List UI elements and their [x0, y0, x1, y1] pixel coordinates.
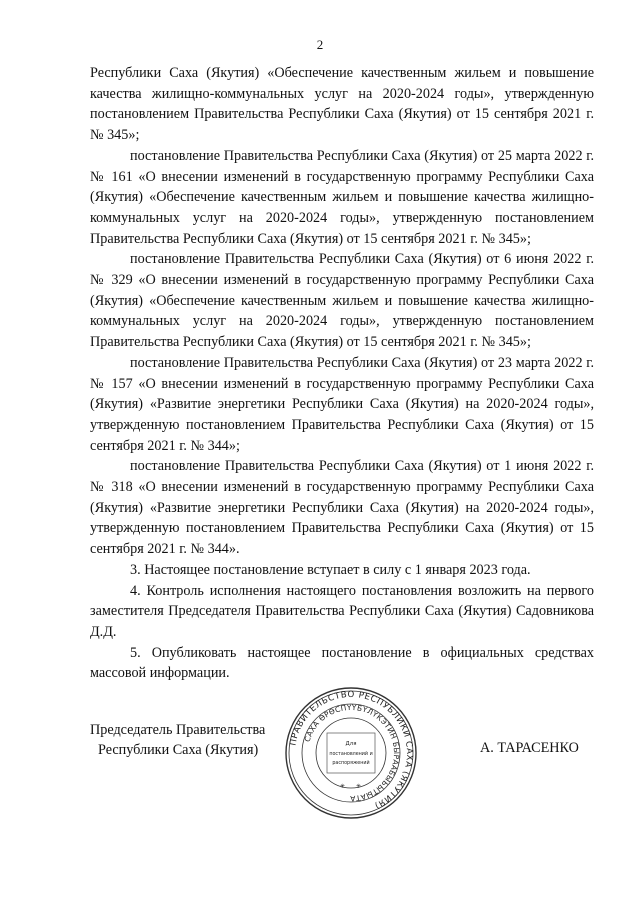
- document-body: [90, 63, 594, 684]
- paragraph: Республики Саха (Якутия) «Обеспечение качественным жильем и повышение качества жилищно-коммунальных услуг на 2020-2024 годы», утвержденную постановлением Правительства Республики Саха (Якутия) от 15 сентября 2021 г. № 345»;: [90, 65, 594, 144]
- paragraph: 5. Опубликовать настоящее постановление в официальных средствах массовой информации.: [90, 644, 594, 682]
- paragraph: постановление Правительства Республики Саха (Якутия) от 6 июня 2022 г. № 329 «О внесении изменений в государственную программу Республики Саха (Якутия) «Обеспечение качественным жильем и повышение качества жилищно-коммунальных услуг на 2020-2024 годы», утвержденную постановлением Правительства Республики Саха (Якутия) от 15 сентября 2021 г. № 345»;: [90, 251, 594, 351]
- svg-text:✳: ✳: [356, 784, 362, 790]
- paragraph: 4. Контроль исполнения настоящего постановления возложить на первого заместителя Председателя Правительства Республики Саха (Якутия) Садовникова Д.Д.: [90, 582, 594, 640]
- seal-stamp-icon: [283, 685, 419, 821]
- signatory-name: А. ТАРАСЕНКО: [480, 740, 579, 756]
- signatory-title: [90, 720, 290, 760]
- paragraph: постановление Правительства Республики Саха (Якутия) от 1 июня 2022 г. № 318 «О внесении изменений в государственную программу Республики Саха (Якутия) «Развитие энергетики Республики Саха (Якутия) на 2020-2024 годы», утвержденную постановлением Правительства Республики Саха (Якутия) от 15 сентября 2021 г. № 344».: [90, 458, 594, 558]
- svg-text:Для: Для: [345, 741, 357, 747]
- signatory-title-line: Республики Саха (Якутия): [98, 742, 259, 758]
- svg-text:постановлений и: постановлений и: [329, 752, 373, 757]
- paragraph: постановление Правительства Республики Саха (Якутия) от 25 марта 2022 г. № 161 «О внесении изменений в государственную программу Республики Саха (Якутия) «Обеспечение качественным жильем и повышение качества жилищно-коммунальных услуг на 2020-2024 годы», утвержденную постановлением Правительства Республики Саха (Якутия) от 15 сентября 2021 г. № 345»;: [90, 147, 594, 247]
- svg-text:распоряжений: распоряжений: [332, 761, 370, 766]
- page-number: 2: [316, 37, 324, 52]
- signatory-title-line: Председатель Правительства: [90, 722, 266, 738]
- official-seal: [283, 685, 419, 821]
- svg-text:✳: ✳: [340, 784, 346, 790]
- paragraph: 3. Настоящее постановление вступает в силу с 1 января 2023 года.: [130, 561, 531, 578]
- paragraph: постановление Правительства Республики Саха (Якутия) от 23 марта 2022 г. № 157 «О внесении изменений в государственную программу Республики Саха (Якутия) «Развитие энергетики Республики Саха (Якутия) на 2020-2024 годы», утвержденную постановлением Правительства Республики Саха (Якутия) от 15 сентября 2021 г. № 344»;: [90, 354, 594, 454]
- svg-text:САХА ӨРӨСПҮҮБҮЛҮКЭТИН БЫРААБЫЬ: САХА ӨРӨСПҮҮБҮЛҮКЭТИН БЫРААБЫЬЫТЫАТА: [302, 702, 402, 804]
- svg-text:ПРАВИТЕЛЬСТВО РЕСПУБЛИКИ САХА: ПРАВИТЕЛЬСТВО РЕСПУБЛИКИ САХА (ЯКУТИЯ): [288, 689, 415, 811]
